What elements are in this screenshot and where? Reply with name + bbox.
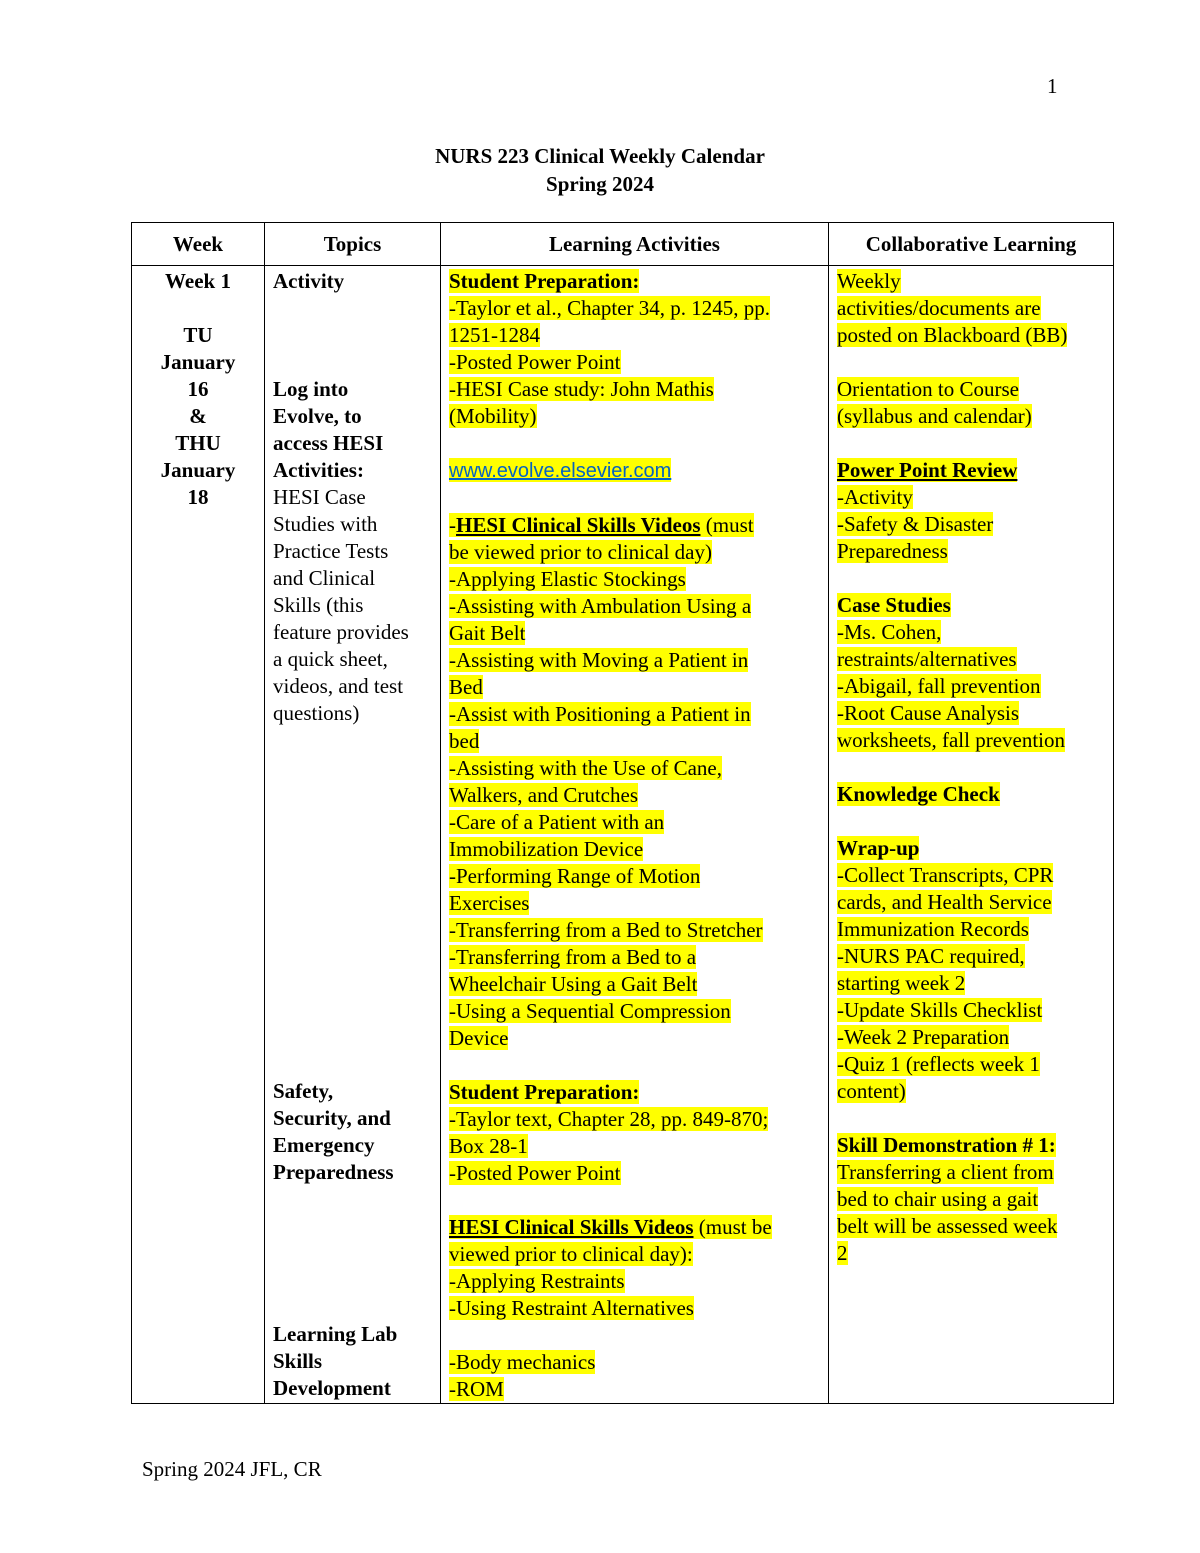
topics-cell xyxy=(265,266,441,1404)
videos1-note: (must xyxy=(700,513,754,537)
collab-wrap-item: content) xyxy=(837,1079,906,1103)
video-item: Exercises xyxy=(449,891,530,915)
prep2-heading: Student Preparation: xyxy=(449,1080,640,1104)
topic-evolve-heading: Activities: xyxy=(273,458,364,482)
topic-evolve-heading: access HESI xyxy=(273,431,384,455)
topic-evolve-desc: and Clinical xyxy=(273,566,376,590)
collab-wrap-item: -NURS PAC required, xyxy=(837,944,1025,968)
collab-cell xyxy=(829,266,1114,1404)
video-item: Walkers, and Crutches xyxy=(449,783,638,807)
header-week: Week xyxy=(132,223,265,266)
collab-ppt-item: -Activity xyxy=(837,485,913,509)
video-item: Wheelchair Using a Gait Belt xyxy=(449,972,698,996)
video-item: -Using Restraint Alternatives xyxy=(449,1296,694,1320)
document-title-block xyxy=(0,142,1200,198)
topic-safety: Emergency xyxy=(273,1133,375,1157)
document-title: NURS 223 Clinical Weekly Calendar xyxy=(435,144,765,168)
prep1-line: 1251-1284 xyxy=(449,323,540,347)
topic-evolve-desc: Skills (this xyxy=(273,593,364,617)
topic-evolve-desc: feature provides xyxy=(273,620,409,644)
collab-wrap-item: -Quiz 1 (reflects week 1 xyxy=(837,1052,1040,1076)
week-label: Week 1 xyxy=(165,269,231,293)
prep1-line: -Taylor et al., Chapter 34, p. 1245, pp. xyxy=(449,296,771,320)
topic-safety: Preparedness xyxy=(273,1160,394,1184)
collab-weekly: posted on Blackboard (BB) xyxy=(837,323,1068,347)
collab-wrap-item: cards, and Health Service xyxy=(837,890,1052,914)
prep2-line: -Taylor text, Chapter 28, pp. 849-870; xyxy=(449,1107,769,1131)
collab-ppt-heading: Power Point Review xyxy=(837,458,1018,482)
video-item: -Transferring from a Bed to a xyxy=(449,945,697,969)
collab-case-item: -Abigail, fall prevention xyxy=(837,674,1041,698)
videos2-title: HESI Clinical Skills Videos xyxy=(449,1215,694,1239)
page-number: 1 xyxy=(1047,74,1058,98)
week-date-line: 18 xyxy=(187,485,209,509)
topic-evolve-desc: videos, and test xyxy=(273,674,404,698)
collab-skill-item: 2 xyxy=(837,1241,848,1265)
video-item: -Care of a Patient with an xyxy=(449,810,665,834)
collab-case-item: -Ms. Cohen, xyxy=(837,620,942,644)
week-date-line: January xyxy=(160,350,236,374)
topic-safety: Security, and xyxy=(273,1106,391,1130)
collab-skill-item: Transferring a client from xyxy=(837,1160,1054,1184)
topic-lab: Skills xyxy=(273,1349,323,1373)
collab-weekly: Weekly xyxy=(837,269,901,293)
table-row xyxy=(132,266,1114,1404)
week-date-line: TU xyxy=(183,323,213,347)
header-collaborative-learning: Collaborative Learning xyxy=(829,223,1114,266)
topic-lab: Learning Lab xyxy=(273,1322,398,1346)
collab-wrap-item: -Collect Transcripts, CPR xyxy=(837,863,1054,887)
week-date-line: 16 xyxy=(187,377,209,401)
collab-skill-item: bed to chair using a gait xyxy=(837,1187,1039,1211)
videos2-note: viewed prior to clinical day): xyxy=(449,1242,693,1266)
table-header-row xyxy=(132,223,1114,266)
collab-ppt-item: Preparedness xyxy=(837,539,948,563)
video-item: Immobilization Device xyxy=(449,837,644,861)
prep2-line: Box 28-1 xyxy=(449,1134,528,1158)
prep1-heading: Student Preparation: xyxy=(449,269,640,293)
video-item: -Performing Range of Motion xyxy=(449,864,701,888)
topic-lab: Development xyxy=(273,1376,391,1400)
video-item: -Assisting with Moving a Patient in xyxy=(449,648,749,672)
week-cell xyxy=(132,266,265,1404)
prep1-line: -Posted Power Point xyxy=(449,350,621,374)
video-item: -Assisting with the Use of Cane, xyxy=(449,756,722,780)
collab-skill-item: belt will be assessed week xyxy=(837,1214,1058,1238)
week-date-line: January xyxy=(160,458,236,482)
evolve-link[interactable]: www.evolve.elsevier.com xyxy=(449,460,672,482)
video-item: -Applying Elastic Stockings xyxy=(449,567,686,591)
topic-evolve-desc: Studies with xyxy=(273,512,378,536)
topic-activity: Activity xyxy=(273,269,345,293)
topic-evolve-heading: Evolve, to xyxy=(273,404,362,428)
prep1-line: (Mobility) xyxy=(449,404,537,428)
prep1-line: -HESI Case study: John Mathis xyxy=(449,377,714,401)
collab-skill-heading: Skill Demonstration # 1: xyxy=(837,1133,1056,1157)
videos1-note: be viewed prior to clinical day) xyxy=(449,540,712,564)
topic-evolve-desc: Practice Tests xyxy=(273,539,389,563)
video-item: -Using a Sequential Compression xyxy=(449,999,731,1023)
video-item: -Assist with Positioning a Patient in xyxy=(449,702,751,726)
document-subtitle: Spring 2024 xyxy=(546,172,654,196)
video-item: bed xyxy=(449,729,480,753)
video-item: -Assisting with Ambulation Using a xyxy=(449,594,752,618)
topic-evolve-desc: a quick sheet, xyxy=(273,647,388,671)
video-item: Bed xyxy=(449,675,483,699)
collab-case-item: worksheets, fall prevention xyxy=(837,728,1066,752)
collab-orientation: (syllabus and calendar) xyxy=(837,404,1032,428)
collab-weekly: activities/documents are xyxy=(837,296,1041,320)
lab-item: -ROM xyxy=(449,1377,504,1401)
collab-wrap-heading: Wrap-up xyxy=(837,836,920,860)
page-footer: Spring 2024 JFL, CR xyxy=(142,1457,322,1481)
week-date-line: & xyxy=(189,404,207,428)
video-item: -Applying Restraints xyxy=(449,1269,625,1293)
videos1-dash: - xyxy=(449,513,456,537)
collab-case-item: restraints/alternatives xyxy=(837,647,1017,671)
collab-ppt-item: -Safety & Disaster xyxy=(837,512,994,536)
collab-wrap-item: -Update Skills Checklist xyxy=(837,998,1043,1022)
video-item: -Transferring from a Bed to Stretcher xyxy=(449,918,763,942)
collab-orientation: Orientation to Course xyxy=(837,377,1019,401)
header-topics: Topics xyxy=(265,223,441,266)
lab-item: -Body mechanics xyxy=(449,1350,596,1374)
collab-wrap-item: -Week 2 Preparation xyxy=(837,1025,1010,1049)
topic-evolve-heading: Log into xyxy=(273,377,349,401)
collab-case-heading: Case Studies xyxy=(837,593,951,617)
video-item: Device xyxy=(449,1026,509,1050)
week-date-line: THU xyxy=(175,431,221,455)
video-item: Gait Belt xyxy=(449,621,526,645)
collab-case-item: -Root Cause Analysis xyxy=(837,701,1019,725)
calendar-table xyxy=(131,222,1114,1404)
collab-wrap-item: Immunization Records xyxy=(837,917,1029,941)
topic-evolve-desc: questions) xyxy=(273,701,360,725)
topic-safety: Safety, xyxy=(273,1079,334,1103)
prep2-line: -Posted Power Point xyxy=(449,1161,621,1185)
topic-evolve-desc: HESI Case xyxy=(273,485,366,509)
videos2-note: (must be xyxy=(693,1215,772,1239)
videos1-title: HESI Clinical Skills Videos xyxy=(456,513,701,537)
collab-knowledge-heading: Knowledge Check xyxy=(837,782,1000,806)
header-learning-activities: Learning Activities xyxy=(441,223,829,266)
collab-wrap-item: starting week 2 xyxy=(837,971,966,995)
activities-cell xyxy=(441,266,829,1404)
